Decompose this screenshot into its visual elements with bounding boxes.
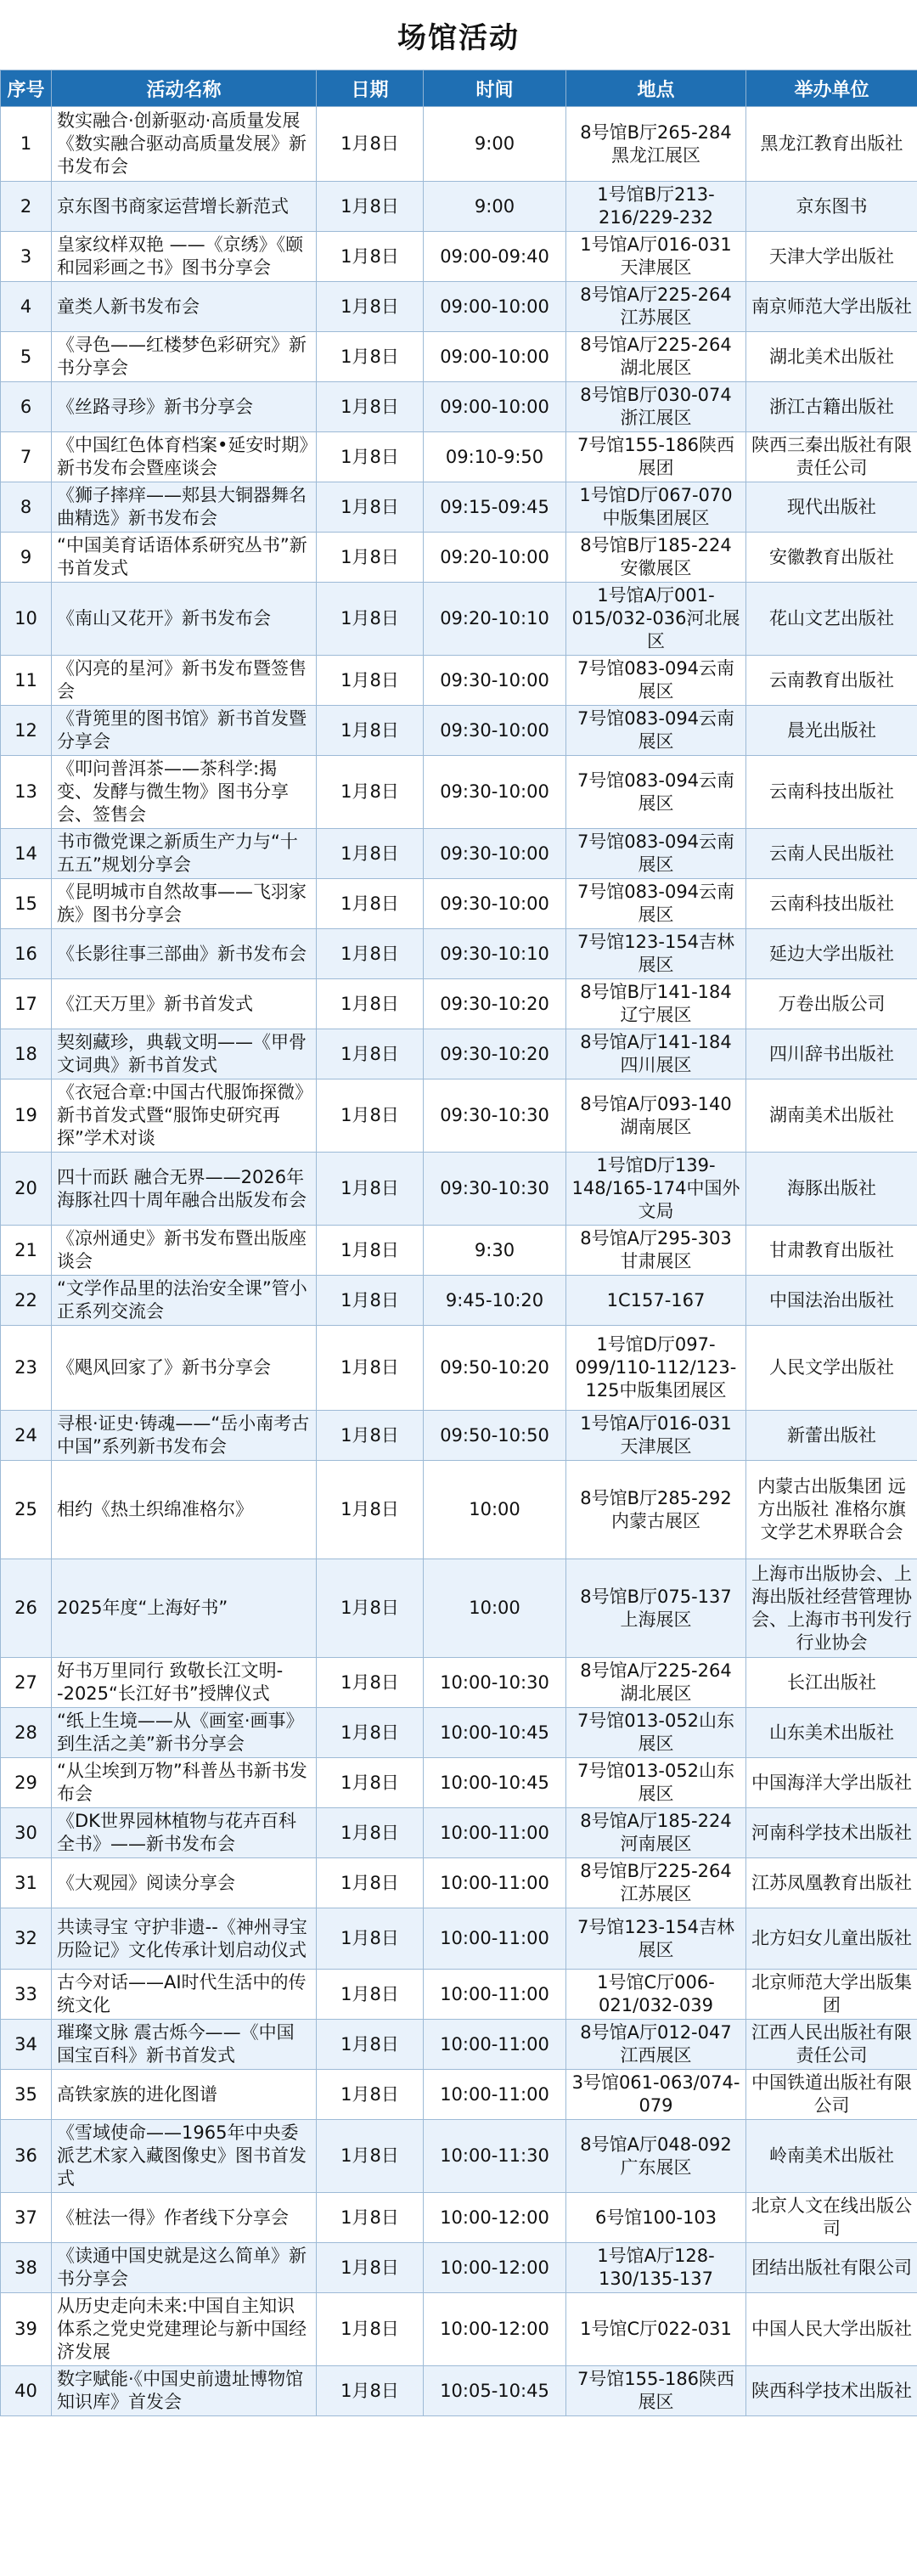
cell-location: 8号馆A厅048-092广东展区 — [566, 2120, 746, 2193]
cell-time: 09:50-10:50 — [424, 1411, 566, 1461]
cell-index: 40 — [1, 2366, 52, 2416]
cell-date: 1月8日 — [317, 829, 424, 879]
cell-index: 6 — [1, 382, 52, 432]
table-row — [1, 2293, 917, 2366]
cell-activity-name: 《中国红色体育档案•延安时期》新书发布会暨座谈会 — [52, 432, 317, 482]
cell-index: 16 — [1, 929, 52, 979]
cell-index: 3 — [1, 232, 52, 282]
cell-organizer: 长江出版社 — [746, 1658, 917, 1708]
cell-time: 09:30-10:10 — [424, 929, 566, 979]
cell-location: 7号馆083-094云南展区 — [566, 656, 746, 706]
cell-location: 1号馆D厅067-070中版集团展区 — [566, 482, 746, 533]
cell-location: 8号馆B厅075-137上海展区 — [566, 1559, 746, 1658]
cell-activity-name: “中国美育话语体系研究丛书”新书首发式 — [52, 533, 317, 583]
cell-time: 09:30-10:00 — [424, 756, 566, 829]
cell-organizer: 南京师范大学出版社 — [746, 282, 917, 332]
cell-date: 1月8日 — [317, 1658, 424, 1708]
cell-time: 10:00 — [424, 1461, 566, 1559]
cell-location: 8号馆B厅030-074浙江展区 — [566, 382, 746, 432]
cell-date: 1月8日 — [317, 879, 424, 929]
cell-index: 21 — [1, 1226, 52, 1276]
cell-time: 9:00 — [424, 107, 566, 182]
table-row — [1, 332, 917, 382]
cell-time: 09:30-10:00 — [424, 879, 566, 929]
cell-index: 5 — [1, 332, 52, 382]
cell-location: 1号馆D厅139-148/165-174中国外文局 — [566, 1153, 746, 1226]
page-title: 场馆活动 — [397, 20, 520, 55]
cell-activity-name: 《狮子摔痒——郏县大铜器舞名曲精选》新书发布会 — [52, 482, 317, 533]
cell-time: 10:00-11:00 — [424, 1970, 566, 2020]
table-row — [1, 2193, 917, 2243]
cell-index: 12 — [1, 706, 52, 756]
cell-index: 20 — [1, 1153, 52, 1226]
table-row — [1, 1908, 917, 1970]
cell-activity-name: 契刻藏珍，典载文明——《甲骨文词典》新书首发式 — [52, 1029, 317, 1079]
cell-index: 36 — [1, 2120, 52, 2193]
cell-organizer: 中国人民大学出版社 — [746, 2293, 917, 2366]
cell-organizer: 北京人文在线出版公司 — [746, 2193, 917, 2243]
table-row — [1, 2120, 917, 2193]
cell-index: 8 — [1, 482, 52, 533]
cell-index: 23 — [1, 1326, 52, 1411]
cell-organizer: 海豚出版社 — [746, 1153, 917, 1226]
cell-date: 1月8日 — [317, 1029, 424, 1079]
cell-date: 1月8日 — [317, 107, 424, 182]
cell-activity-name: 《江天万里》新书首发式 — [52, 979, 317, 1029]
table-row — [1, 2243, 917, 2293]
cell-time: 09:20-10:00 — [424, 533, 566, 583]
cell-activity-name: 数字赋能·《中国史前遗址博物馆知识库》首发会 — [52, 2366, 317, 2416]
cell-time: 10:00-10:45 — [424, 1758, 566, 1808]
cell-location: 7号馆013-052山东展区 — [566, 1758, 746, 1808]
table-row — [1, 1326, 917, 1411]
cell-date: 1月8日 — [317, 432, 424, 482]
cell-location: 1号馆C厅006-021/032-039 — [566, 1970, 746, 2020]
cell-activity-name: 古今对话——AI时代生活中的传统文化 — [52, 1970, 317, 2020]
cell-date: 1月8日 — [317, 1559, 424, 1658]
cell-index: 10 — [1, 583, 52, 656]
cell-time: 10:00-10:45 — [424, 1708, 566, 1758]
cell-organizer: 岭南美术出版社 — [746, 2120, 917, 2193]
table-body — [1, 107, 917, 2416]
cell-activity-name: 《背篼里的图书馆》新书首发暨分享会 — [52, 706, 317, 756]
cell-activity-name: 《雪域使命——1965年中央委派艺术家入藏图像史》图书首发式 — [52, 2120, 317, 2193]
cell-date: 1月8日 — [317, 1411, 424, 1461]
cell-activity-name: 《南山又花开》新书发布会 — [52, 583, 317, 656]
cell-organizer: 现代出版社 — [746, 482, 917, 533]
cell-organizer: 天津大学出版社 — [746, 232, 917, 282]
table-row — [1, 2070, 917, 2120]
cell-organizer: 浙江古籍出版社 — [746, 382, 917, 432]
cell-index: 31 — [1, 1858, 52, 1908]
cell-index: 32 — [1, 1908, 52, 1970]
cell-date: 1月8日 — [317, 1461, 424, 1559]
table-row — [1, 1461, 917, 1559]
table-row — [1, 382, 917, 432]
cell-location: 7号馆013-052山东展区 — [566, 1708, 746, 1758]
cell-index: 28 — [1, 1708, 52, 1758]
cell-index: 24 — [1, 1411, 52, 1461]
cell-time: 09:30-10:00 — [424, 829, 566, 879]
cell-activity-name: 《大观园》阅读分享会 — [52, 1858, 317, 1908]
cell-activity-name: 《桩法一得》作者线下分享会 — [52, 2193, 317, 2243]
table-row — [1, 432, 917, 482]
cell-location: 8号馆B厅285-292内蒙古展区 — [566, 1461, 746, 1559]
table-row — [1, 1970, 917, 2020]
cell-location: 8号馆A厅141-184四川展区 — [566, 1029, 746, 1079]
cell-date: 1月8日 — [317, 756, 424, 829]
cell-location: 1号馆A厅016-031天津展区 — [566, 1411, 746, 1461]
cell-activity-name: 皇家纹样双艳 ——《京绣》《颐和园彩画之书》图书分享会 — [52, 232, 317, 282]
cell-location: 7号馆155-186陕西展区 — [566, 2366, 746, 2416]
cell-time: 09:20-10:10 — [424, 583, 566, 656]
cell-time: 09:30-10:30 — [424, 1153, 566, 1226]
table-row — [1, 1559, 917, 1658]
cell-activity-name: 数实融合·创新驱动·高质量发展《数实融合驱动高质量发展》新书发布会 — [52, 107, 317, 182]
table-row — [1, 583, 917, 656]
cell-date: 1月8日 — [317, 2120, 424, 2193]
cell-index: 38 — [1, 2243, 52, 2293]
cell-time: 10:00 — [424, 1559, 566, 1658]
table-row — [1, 1658, 917, 1708]
cell-index: 30 — [1, 1808, 52, 1858]
cell-organizer: 安徽教育出版社 — [746, 533, 917, 583]
table-row — [1, 1153, 917, 1226]
cell-organizer: 陕西科学技术出版社 — [746, 2366, 917, 2416]
table-row — [1, 829, 917, 879]
cell-index: 22 — [1, 1276, 52, 1326]
cell-activity-name: 共读寻宝 守护非遗--《神州寻宝历险记》文化传承计划启动仪式 — [52, 1908, 317, 1970]
cell-organizer: 江苏凤凰教育出版社 — [746, 1858, 917, 1908]
cell-location: 3号馆061-063/074-079 — [566, 2070, 746, 2120]
cell-date: 1月8日 — [317, 1276, 424, 1326]
cell-organizer: 黑龙江教育出版社 — [746, 107, 917, 182]
header-location: 地点 — [566, 70, 746, 107]
cell-organizer: 万卷出版公司 — [746, 979, 917, 1029]
cell-location: 7号馆123-154吉林展区 — [566, 1908, 746, 1970]
cell-date: 1月8日 — [317, 1858, 424, 1908]
cell-date: 1月8日 — [317, 2193, 424, 2243]
cell-location: 1号馆A厅001-015/032-036河北展区 — [566, 583, 746, 656]
cell-organizer: 山东美术出版社 — [746, 1708, 917, 1758]
cell-date: 1月8日 — [317, 2070, 424, 2120]
cell-activity-name: 《寻色——红楼梦色彩研究》新书分享会 — [52, 332, 317, 382]
cell-date: 1月8日 — [317, 1326, 424, 1411]
cell-location: 1号馆A厅128-130/135-137 — [566, 2243, 746, 2293]
table-row — [1, 1226, 917, 1276]
cell-organizer: 北京师范大学出版集团 — [746, 1970, 917, 2020]
cell-index: 1 — [1, 107, 52, 182]
cell-index: 39 — [1, 2293, 52, 2366]
cell-activity-name: 《丝路寻珍》新书分享会 — [52, 382, 317, 432]
cell-time: 09:00-10:00 — [424, 382, 566, 432]
cell-time: 10:05-10:45 — [424, 2366, 566, 2416]
cell-activity-name: 璀璨文脉 震古烁今——《中国国宝百科》新书首发式 — [52, 2020, 317, 2070]
cell-date: 1月8日 — [317, 706, 424, 756]
cell-organizer: 人民文学出版社 — [746, 1326, 917, 1411]
cell-date: 1月8日 — [317, 656, 424, 706]
cell-activity-name: 童类人新书发布会 — [52, 282, 317, 332]
cell-time: 09:00-09:40 — [424, 232, 566, 282]
cell-date: 1月8日 — [317, 2243, 424, 2293]
cell-activity-name: 好书万里同行 致敬长江文明--2025“长江好书”授牌仪式 — [52, 1658, 317, 1708]
events-table — [0, 70, 917, 2416]
cell-organizer: 陕西三秦出版社有限责任公司 — [746, 432, 917, 482]
cell-time: 09:30-10:20 — [424, 979, 566, 1029]
cell-organizer: 花山文艺出版社 — [746, 583, 917, 656]
cell-activity-name: 《凉州通史》新书发布暨出版座谈会 — [52, 1226, 317, 1276]
table-row — [1, 482, 917, 533]
table-row — [1, 656, 917, 706]
cell-location: 1C157-167 — [566, 1276, 746, 1326]
cell-activity-name: 《长影往事三部曲》新书发布会 — [52, 929, 317, 979]
cell-activity-name: 《飓风回家了》新书分享会 — [52, 1326, 317, 1411]
table-row — [1, 979, 917, 1029]
cell-index: 34 — [1, 2020, 52, 2070]
cell-time: 09:00-10:00 — [424, 282, 566, 332]
header-organizer: 举办单位 — [746, 70, 917, 107]
cell-location: 7号馆083-094云南展区 — [566, 706, 746, 756]
cell-date: 1月8日 — [317, 1153, 424, 1226]
table-row — [1, 2020, 917, 2070]
cell-time: 09:30-10:00 — [424, 656, 566, 706]
cell-activity-name: 2025年度“上海好书” — [52, 1559, 317, 1658]
cell-organizer: 四川辞书出版社 — [746, 1029, 917, 1079]
table-row — [1, 1708, 917, 1758]
cell-organizer: 云南人民出版社 — [746, 829, 917, 879]
cell-activity-name: 从历史走向未来:中国自主知识体系之党史党建理论与新中国经济发展 — [52, 2293, 317, 2366]
cell-activity-name: 四十而跃 融合无界——2026年海豚社四十周年融合出版发布会 — [52, 1153, 317, 1226]
cell-organizer: 江西人民出版社有限责任公司 — [746, 2020, 917, 2070]
cell-index: 25 — [1, 1461, 52, 1559]
cell-date: 1月8日 — [317, 1970, 424, 2020]
cell-location: 7号馆083-094云南展区 — [566, 829, 746, 879]
table-row — [1, 182, 917, 232]
cell-index: 13 — [1, 756, 52, 829]
cell-organizer: 新蕾出版社 — [746, 1411, 917, 1461]
cell-organizer: 中国法治出版社 — [746, 1276, 917, 1326]
cell-index: 26 — [1, 1559, 52, 1658]
table-row — [1, 1029, 917, 1079]
cell-organizer: 北方妇女儿童出版社 — [746, 1908, 917, 1970]
cell-activity-name: 京东图书商家运营增长新范式 — [52, 182, 317, 232]
cell-organizer: 晨光出版社 — [746, 706, 917, 756]
cell-index: 17 — [1, 979, 52, 1029]
table-row — [1, 1276, 917, 1326]
table-row — [1, 232, 917, 282]
cell-organizer: 内蒙古出版集团 远方出版社 准格尔旗文学艺术界联合会 — [746, 1461, 917, 1559]
cell-activity-name: 书市微党课之新质生产力与“十五五”规划分享会 — [52, 829, 317, 879]
cell-organizer: 京东图书 — [746, 182, 917, 232]
cell-index: 15 — [1, 879, 52, 929]
cell-location: 7号馆083-094云南展区 — [566, 756, 746, 829]
cell-time: 09:10-9:50 — [424, 432, 566, 482]
cell-location: 8号馆B厅225-264江苏展区 — [566, 1858, 746, 1908]
table-row — [1, 879, 917, 929]
cell-date: 1月8日 — [317, 1079, 424, 1153]
cell-index: 35 — [1, 2070, 52, 2120]
cell-location: 7号馆155-186陕西展团 — [566, 432, 746, 482]
cell-date: 1月8日 — [317, 382, 424, 432]
table-row — [1, 1808, 917, 1858]
cell-activity-name: 《DK世界园林植物与花卉百科全书》——新书发布会 — [52, 1808, 317, 1858]
cell-time: 10:00-11:00 — [424, 2020, 566, 2070]
cell-activity-name: “纸上生境——从《画室·画事》到生活之美”新书分享会 — [52, 1708, 317, 1758]
cell-location: 8号馆A厅012-047江西展区 — [566, 2020, 746, 2070]
cell-organizer: 河南科学技术出版社 — [746, 1808, 917, 1858]
table-row — [1, 282, 917, 332]
table-row — [1, 756, 917, 829]
cell-date: 1月8日 — [317, 232, 424, 282]
cell-index: 33 — [1, 1970, 52, 2020]
cell-location: 8号馆A厅225-264江苏展区 — [566, 282, 746, 332]
table-row — [1, 706, 917, 756]
cell-organizer: 甘肃教育出版社 — [746, 1226, 917, 1276]
cell-date: 1月8日 — [317, 482, 424, 533]
cell-date: 1月8日 — [317, 182, 424, 232]
cell-index: 9 — [1, 533, 52, 583]
cell-date: 1月8日 — [317, 533, 424, 583]
cell-organizer: 云南科技出版社 — [746, 756, 917, 829]
cell-index: 37 — [1, 2193, 52, 2243]
cell-organizer: 湖北美术出版社 — [746, 332, 917, 382]
cell-time: 10:00-11:00 — [424, 1858, 566, 1908]
table-row — [1, 1758, 917, 1808]
cell-date: 1月8日 — [317, 332, 424, 382]
cell-time: 09:30-10:30 — [424, 1079, 566, 1153]
cell-time: 10:00-11:00 — [424, 1908, 566, 1970]
cell-organizer: 中国铁道出版社有限公司 — [746, 2070, 917, 2120]
cell-location: 1号馆B厅213-216/229-232 — [566, 182, 746, 232]
cell-date: 1月8日 — [317, 2020, 424, 2070]
cell-activity-name: 《闪亮的星河》新书发布暨签售会 — [52, 656, 317, 706]
cell-organizer: 上海市出版协会、上海出版社经营管理协会、上海市书刊发行行业协会 — [746, 1559, 917, 1658]
cell-index: 29 — [1, 1758, 52, 1808]
cell-location: 6号馆100-103 — [566, 2193, 746, 2243]
cell-location: 1号馆D厅097-099/110-112/123-125中版集团展区 — [566, 1326, 746, 1411]
cell-time: 09:30-10:20 — [424, 1029, 566, 1079]
table-row — [1, 1411, 917, 1461]
header-time: 时间 — [424, 70, 566, 107]
cell-index: 19 — [1, 1079, 52, 1153]
cell-location: 1号馆C厅022-031 — [566, 2293, 746, 2366]
cell-organizer: 延边大学出版社 — [746, 929, 917, 979]
cell-index: 4 — [1, 282, 52, 332]
cell-time: 10:00-11:00 — [424, 2070, 566, 2120]
cell-date: 1月8日 — [317, 282, 424, 332]
cell-location: 7号馆083-094云南展区 — [566, 879, 746, 929]
cell-activity-name: “从尘埃到万物”科普丛书新书发布会 — [52, 1758, 317, 1808]
cell-date: 1月8日 — [317, 979, 424, 1029]
cell-activity-name: 高铁家族的进化图谱 — [52, 2070, 317, 2120]
cell-activity-name: 《衣冠合章:中国古代服饰探微》新书首发式暨“服饰史研究再探”学术对谈 — [52, 1079, 317, 1153]
table-row — [1, 533, 917, 583]
cell-activity-name: “文学作品里的法治安全课”管小正系列交流会 — [52, 1276, 317, 1326]
cell-organizer: 团结出版社有限公司 — [746, 2243, 917, 2293]
cell-date: 1月8日 — [317, 1708, 424, 1758]
cell-time: 10:00-12:00 — [424, 2193, 566, 2243]
cell-organizer: 湖南美术出版社 — [746, 1079, 917, 1153]
cell-location: 8号馆A厅295-303甘肃展区 — [566, 1226, 746, 1276]
cell-location: 7号馆123-154吉林展区 — [566, 929, 746, 979]
cell-time: 10:00-10:30 — [424, 1658, 566, 1708]
cell-time: 9:45-10:20 — [424, 1276, 566, 1326]
cell-time: 10:00-11:00 — [424, 1808, 566, 1858]
cell-activity-name: 《叩问普洱茶——茶科学:揭变、发酵与微生物》图书分享会、签售会 — [52, 756, 317, 829]
cell-date: 1月8日 — [317, 929, 424, 979]
cell-index: 2 — [1, 182, 52, 232]
cell-location: 8号馆A厅093-140湖南展区 — [566, 1079, 746, 1153]
cell-index: 27 — [1, 1658, 52, 1708]
cell-index: 14 — [1, 829, 52, 879]
cell-time: 9:30 — [424, 1226, 566, 1276]
cell-date: 1月8日 — [317, 1226, 424, 1276]
cell-location: 8号馆A厅225-264湖北展区 — [566, 1658, 746, 1708]
cell-location: 8号馆A厅185-224河南展区 — [566, 1808, 746, 1858]
cell-time: 10:00-11:30 — [424, 2120, 566, 2193]
cell-date: 1月8日 — [317, 2293, 424, 2366]
cell-activity-name: 相约《热土织绵准格尔》 — [52, 1461, 317, 1559]
cell-date: 1月8日 — [317, 1758, 424, 1808]
table-row — [1, 929, 917, 979]
cell-location: 8号馆B厅265-284黑龙江展区 — [566, 107, 746, 182]
cell-date: 1月8日 — [317, 1808, 424, 1858]
cell-time: 09:15-09:45 — [424, 482, 566, 533]
table-header-row — [1, 70, 917, 107]
cell-activity-name: 《昆明城市自然故事——飞羽家族》图书分享会 — [52, 879, 317, 929]
table-row — [1, 1858, 917, 1908]
table-row — [1, 107, 917, 182]
cell-time: 9:00 — [424, 182, 566, 232]
cell-time: 10:00-12:00 — [424, 2243, 566, 2293]
cell-location: 8号馆B厅185-224安徽展区 — [566, 533, 746, 583]
table-row — [1, 2366, 917, 2416]
header-activity-name: 活动名称 — [52, 70, 317, 107]
cell-date: 1月8日 — [317, 2366, 424, 2416]
cell-location: 8号馆B厅141-184辽宁展区 — [566, 979, 746, 1029]
cell-location: 1号馆A厅016-031天津展区 — [566, 232, 746, 282]
cell-date: 1月8日 — [317, 583, 424, 656]
cell-time: 09:50-10:20 — [424, 1326, 566, 1411]
cell-activity-name: 《读通中国史就是这么简单》新书分享会 — [52, 2243, 317, 2293]
cell-time: 09:00-10:00 — [424, 332, 566, 382]
cell-activity-name: 寻根·证史·铸魂——“岳小南考古中国”系列新书发布会 — [52, 1411, 317, 1461]
cell-index: 7 — [1, 432, 52, 482]
cell-organizer: 云南科技出版社 — [746, 879, 917, 929]
cell-index: 11 — [1, 656, 52, 706]
cell-time: 09:30-10:00 — [424, 706, 566, 756]
table-row — [1, 1079, 917, 1153]
cell-organizer: 云南教育出版社 — [746, 656, 917, 706]
header-date: 日期 — [317, 70, 424, 107]
cell-index: 18 — [1, 1029, 52, 1079]
cell-organizer: 中国海洋大学出版社 — [746, 1758, 917, 1808]
cell-time: 10:00-12:00 — [424, 2293, 566, 2366]
cell-date: 1月8日 — [317, 1908, 424, 1970]
header-index: 序号 — [1, 70, 52, 107]
cell-location: 8号馆A厅225-264湖北展区 — [566, 332, 746, 382]
